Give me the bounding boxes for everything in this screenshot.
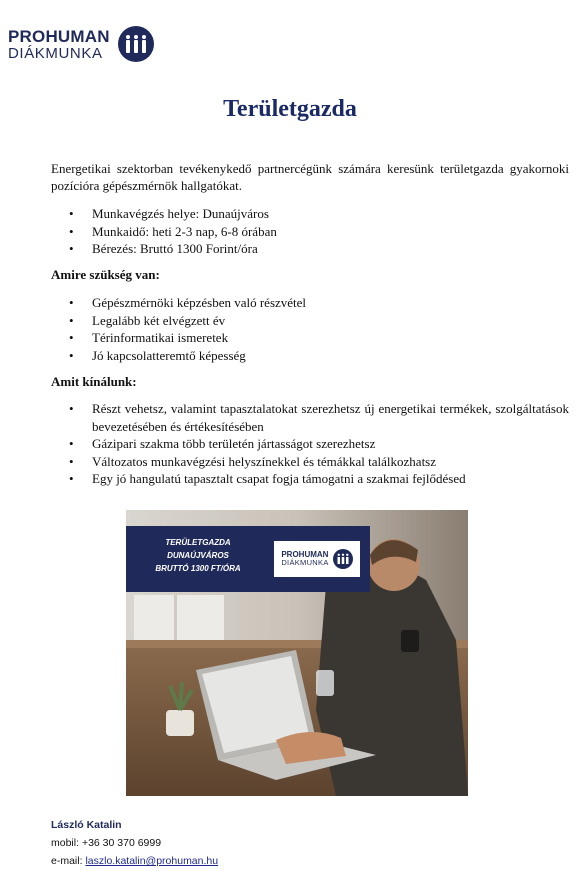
banner-logo-emblem-icon [333,549,353,569]
list-item: • Egy jó hangulatú tapasztalt csapat fogja támogatni a szakmai fejlődésed [51,470,569,488]
list-item: • Gázipari szakma több területén jártasságot szerezhetsz [51,435,569,453]
logo-line-2: DIÁKMUNKA [8,44,103,62]
list-item: • Változatos munkavégzési helyszínekkel és témákkal találkozhatsz [51,453,569,471]
logo-wordmark [8,28,110,61]
banner-line-3: BRUTTÓ 1300 FT/ÓRA [155,564,241,573]
list-item: • Térinformatikai ismeretek [51,329,569,347]
list-item: • Gépészmérnöki képzésben való részvétel [51,294,569,312]
page-title: Területgazda [223,96,357,122]
list-item: • Bérezés: Bruttó 1300 Forint/óra [51,240,569,258]
logo-line-1: PROHUMAN [8,26,110,46]
company-logo [8,22,154,66]
banner-logo-line-1: PROHUMAN [281,550,329,560]
banner-logo-wordmark [281,551,328,567]
mobile-number: +36 30 370 6999 [81,837,162,849]
mobile-label: mobil: [51,837,80,849]
banner-text [138,536,258,575]
requirements-heading: Amire szükség van: [51,267,160,282]
email-link[interactable]: laszlo.katalin@prohuman.hu [85,855,219,867]
banner-line-2: DUNAÚJVÁROS [167,551,229,560]
list-item: • Részt vehetsz, valamint tapasztalatokat szerezhetsz új energetikai termékek, szolgáltatások bevezetésében és értékesítésében [51,400,569,435]
contact-email [51,852,218,870]
banner-logo-line-2: DIÁKMUNKA [281,558,329,568]
contact-name: László Katalin [51,819,122,831]
promo-banner [126,526,370,592]
email-label: e-mail: [51,855,83,867]
list-item: • Legalább két elvégzett év [51,312,569,330]
list-item: • Munkavégzés helye: Dunaújváros [51,205,569,223]
offer-list [51,400,569,488]
intro-paragraph: Energetikai szektorban tevékenykedő partnercégünk számára keresünk területgazda gyakornoki pozícióra gépészmérnök hallgatókat. [51,161,569,193]
contact-block [51,816,218,870]
banner-line-1: TERÜLETGAZDA [165,538,231,547]
logo-emblem-icon [118,26,154,62]
contact-mobile [51,834,218,852]
requirements-list [51,294,569,364]
list-item: • Munkaidő: heti 2-3 nap, 6-8 órában [51,223,569,241]
job-details-list [51,205,569,258]
offer-heading: Amit kínálunk: [51,374,137,389]
job-photo [126,510,468,796]
list-item: • Jó kapcsolatteremtő képesség [51,347,569,365]
banner-logo [274,541,360,577]
